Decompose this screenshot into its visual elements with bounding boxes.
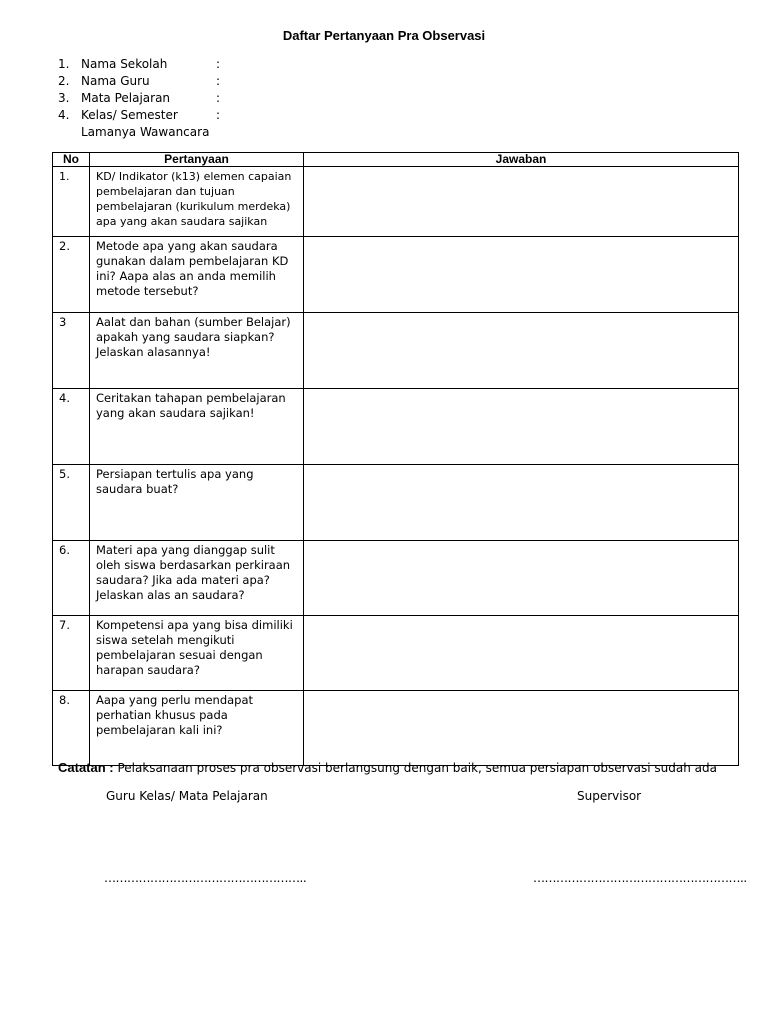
teacher-signature-line: ……………………………………………..	[104, 871, 307, 885]
row-question: Persiapan tertulis apa yang saudara buat?	[90, 465, 304, 541]
note-text: Pelaksanaan proses pra observasi berlangsung dengan baik, semua persiapan observasi sudah ada	[113, 761, 717, 775]
table-row	[53, 691, 739, 766]
row-number: 1.	[53, 167, 90, 237]
info-label: Kelas/ Semester	[81, 108, 178, 122]
row-question: Aalat dan bahan (sumber Belajar) apakah yang saudara siapkan? Jelaskan alasannya!	[90, 313, 304, 389]
row-number: 3	[53, 313, 90, 389]
row-number: 2.	[53, 237, 90, 313]
row-question: Metode apa yang akan saudara gunakan dalam pembelajaran KD ini? Aapa alas an anda memilih metode tersebut?	[90, 237, 304, 313]
question-table	[52, 152, 739, 766]
table-header-row	[53, 153, 739, 167]
row-question: Kompetensi apa yang bisa dimiliki siswa setelah mengikuti pembelajaran sesuai dengan harapan saudara?	[90, 616, 304, 691]
teacher-signature-label: Guru Kelas/ Mata Pelajaran	[106, 789, 268, 803]
row-number: 7.	[53, 616, 90, 691]
info-colon: :	[216, 108, 221, 122]
table-row	[53, 313, 739, 389]
info-colon: :	[216, 91, 221, 105]
note	[58, 760, 717, 775]
row-answer	[304, 389, 739, 465]
info-item-teacher	[58, 73, 220, 90]
row-answer	[304, 465, 739, 541]
info-item-subject	[58, 90, 220, 107]
info-list	[58, 56, 220, 141]
info-number: 2.	[58, 74, 70, 88]
table-row	[53, 616, 739, 691]
table-row	[53, 541, 739, 616]
table-row	[53, 237, 739, 313]
info-colon: :	[216, 57, 221, 71]
row-question: Aapa yang perlu mendapat perhatian khusus pada pembelajaran kali ini?	[90, 691, 304, 766]
header-answer: Jawaban	[304, 153, 739, 167]
header-no: No	[53, 153, 90, 167]
document-title: Daftar Pertanyaan Pra Observasi	[282, 28, 486, 43]
row-number: 8.	[53, 691, 90, 766]
table-row	[53, 465, 739, 541]
row-answer	[304, 616, 739, 691]
row-question: KD/ Indikator (k13) elemen capaian pembelajaran dan tujuan pembelajaran (kurikulum merdeka) apa yang akan saudara sajikan	[90, 167, 304, 237]
row-question: Materi apa yang dianggap sulit oleh siswa berdasarkan perkiraan saudara? Jika ada materi apa? Jelaskan alas an saudara?	[90, 541, 304, 616]
row-question: Ceritakan tahapan pembelajaran yang akan saudara sajikan!	[90, 389, 304, 465]
header-question: Pertanyaan	[90, 153, 304, 167]
info-colon: :	[216, 74, 221, 88]
row-answer	[304, 541, 739, 616]
row-number: 4.	[53, 389, 90, 465]
supervisor-signature-label: Supervisor	[577, 789, 642, 803]
info-label: Nama Guru	[81, 74, 150, 88]
info-label: Mata Pelajaran	[81, 91, 171, 105]
row-answer	[304, 313, 739, 389]
info-item-school	[58, 56, 220, 73]
table-row	[53, 389, 739, 465]
info-number: 1.	[58, 57, 70, 71]
supervisor-signature-line: ………………………………………………..	[533, 871, 747, 885]
row-answer	[304, 237, 739, 313]
row-answer	[304, 691, 739, 766]
info-number: 4.	[58, 108, 70, 122]
table-row	[53, 167, 739, 237]
info-item-class-semester	[58, 107, 220, 124]
note-label: Catatan :	[58, 760, 114, 775]
row-number: 6.	[53, 541, 90, 616]
row-number: 5.	[53, 465, 90, 541]
info-number: 3.	[58, 91, 70, 105]
info-item-interview-duration: Lamanya Wawancara	[81, 125, 210, 139]
info-label: Nama Sekolah	[81, 57, 168, 71]
row-answer	[304, 167, 739, 237]
